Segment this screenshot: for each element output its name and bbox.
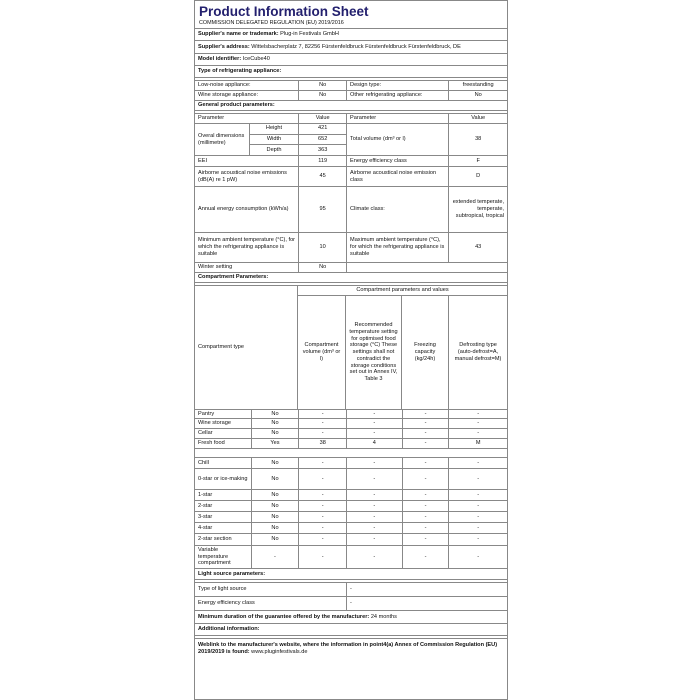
light-class-label: Energy efficiency class [195,597,347,610]
wine-storage-value: No [299,91,347,100]
volume-header: Compartment volume (dm³ or l) [298,296,346,409]
table-row [195,410,507,419]
compartment-defrost-cell: - [477,410,480,417]
compartment-defrost-cell: M [475,440,481,447]
compartment-defrost-cell: - [477,420,480,427]
compartment-temp-cell: - [347,512,403,522]
compartment-name-cell: 4-star [195,523,252,533]
compartment-defrost-cell: - [477,491,480,498]
guarantee-row [195,611,507,624]
max-temp-value: 43 [475,244,482,251]
compartment-defrost-cell: - [477,536,480,543]
weblink-row [195,639,507,659]
compartment-temp-cell: - [347,419,403,428]
compartment-temp-cell: - [347,490,403,500]
additional-heading-row [195,624,507,636]
compartment-present-cell: No [252,534,300,545]
general-header-row [195,114,507,124]
compartment-freeze-cell: - [403,523,450,533]
annual-energy-label: Annual energy consumption (kWh/a) [195,187,299,232]
compartment-temp-cell: - [347,429,403,438]
compartment-volume-cell: - [299,490,347,500]
weblink-label: Weblink to the manufacturer's website, where the information in point4(a) Annex of Commission Regulation (EU) 2019/2019 is found: [198,642,498,655]
compartment-volume-cell: - [299,512,347,522]
noise-label: Airborne acoustical noise emissions (dB(A) re 1 pW) [195,167,299,186]
compartment-freeze-cell: - [403,546,450,568]
guarantee-label: Minimum duration of the guarantee offered by the manufacturer: [198,613,370,620]
compartment-present-cell: - [252,546,300,568]
supplier-address-label: Supplier's address: [198,43,250,50]
climate-class-value: extended temperate, temperate, subtropical, tropical [452,199,504,219]
compartment-defrost-cell: - [477,524,480,531]
compartment-present-cell: No [252,523,300,533]
table-row [195,512,507,523]
compartment-present-cell: Yes [252,439,300,448]
compartment-name-cell: 2-star [195,501,252,511]
compartment-freeze-cell: - [403,501,450,511]
compartment-name-cell: Variable temperature compartment [195,546,252,568]
eei-value: 119 [299,156,347,166]
value-header-right: Value [471,115,486,122]
ambient-temp-row [195,233,507,263]
compartment-volume-cell: 38 [299,439,347,448]
design-type-value: freestanding [462,82,494,89]
compartment-name-cell: Chill [195,458,252,468]
compartment-defrost-cell: - [477,513,480,520]
compartment-present-cell: No [252,490,300,500]
height-value: 421 [299,124,346,135]
compartment-volume-cell: - [299,419,347,428]
noise-row [195,167,507,187]
compartment-temp-cell: - [347,501,403,511]
climate-class-label: Climate class: [347,187,449,232]
guarantee-value: 24 months [370,613,397,620]
compartment-freeze-cell: - [403,419,450,428]
total-volume-value: 38 [475,136,482,143]
model-identifier-value: IceCube40 [242,56,270,63]
annual-energy-value: 95 [299,187,347,232]
compartment-freeze-cell: - [403,410,450,418]
param-header: Parameter [195,114,299,123]
compartment-volume-cell: - [299,458,347,468]
compartment-present-cell: No [252,512,300,522]
compartment-rows-a [195,410,507,449]
max-temp-label: Maximum ambient temperature (°C), for which the refrigerating appliance is suitable [347,233,449,262]
compartment-volume-cell: - [299,523,347,533]
compartment-volume-cell: - [299,469,347,489]
additional-heading: Additional information: [198,626,260,633]
width-label: Width [250,135,299,146]
value-header: Value [299,114,347,123]
total-volume-label: Total volume (dm³ or l) [347,124,449,155]
compartment-freeze-cell: - [403,458,450,468]
compartment-heading: Compartment Parameters: [198,274,269,281]
compartment-freeze-cell: - [403,469,450,489]
compartment-freeze-cell: - [403,512,450,522]
depth-label: Depth [266,146,282,153]
general-heading-row [195,101,507,111]
compartment-name-cell: Fresh food [195,439,252,448]
height-label: Height [250,124,299,135]
param-header-right: Parameter [347,114,449,123]
compartment-present-cell: No [252,501,300,511]
light-type-label: Type of light source [195,583,347,596]
width-value: 652 [299,135,346,146]
appliance-type-heading-row [195,66,507,78]
light-heading-row [195,569,507,580]
compartment-present-cell: No [252,419,300,428]
light-class-row [195,597,507,611]
compartment-temp-cell: - [347,410,403,418]
compartment-present-cell: No [252,458,300,468]
design-type-label: Design type: [347,81,449,90]
compartment-defrost-cell: - [477,430,480,437]
compartment-temp-cell: - [347,469,403,489]
wine-storage-label: Wine storage appliance: [195,91,299,100]
divider [195,449,507,458]
general-heading: General product parameters: [198,102,275,109]
compartment-name-cell: Pantry [195,410,252,418]
min-temp-value: 10 [299,233,347,262]
light-type-row [195,583,507,597]
page-title: Product Information Sheet [199,4,369,19]
low-noise-value: No [299,81,347,90]
table-row [195,523,507,534]
winter-setting-value: No [299,263,347,272]
compartment-present-cell: No [252,410,300,418]
supplier-name-row [195,29,507,41]
compartment-temp-cell: - [347,546,403,568]
freezing-header: Freezing capacity (kg/24h) [402,296,449,409]
table-row [195,469,507,490]
product-information-sheet [194,0,508,700]
table-row [195,429,507,439]
compartment-freeze-cell: - [403,490,450,500]
compartment-temp-cell: - [347,523,403,533]
dimensions-row [195,124,507,156]
energy-class-value: F [476,157,480,164]
model-identifier-row [195,54,507,66]
table-row [195,458,507,469]
appliance-type-heading: Type of refrigerating appliance: [198,68,282,75]
other-appliance-value: No [474,92,482,99]
compartment-volume-cell: - [299,501,347,511]
winter-setting-label: Winter setting [195,263,299,272]
temperature-header: Recommended temperature setting for optimised food storage (°C) These settings shall not contradict the storage conditions set out in Annex IV, Table 3 [346,296,402,409]
low-noise-row [195,81,507,91]
compartment-header-row [195,286,507,410]
depth-value: 363 [318,146,328,153]
compartment-name-cell: Cellar [195,429,252,438]
compartment-temp-cell: 4 [347,439,403,448]
compartment-heading-row [195,273,507,283]
compartment-group-header: Compartment parameters and values [298,286,507,296]
compartment-defrost-cell: - [477,475,480,482]
compartment-name-cell: 2-star section [195,534,252,545]
winter-setting-row [195,263,507,273]
compartment-name-cell: 1-star [195,490,252,500]
compartment-defrost-cell: - [477,459,480,466]
energy-class-label: Energy efficiency class [347,156,449,166]
light-type-value: - [350,586,352,593]
min-temp-label: Minimum ambient temperature (°C), for which the refrigerating appliance is suitable [195,233,299,262]
table-row [195,439,507,449]
compartment-present-cell: No [252,429,300,438]
wine-storage-row [195,91,507,101]
compartment-name-cell: 0-star or ice-making [195,469,252,489]
compartment-rows-b [195,458,507,569]
other-appliance-label: Other refrigerating appliance: [347,91,449,100]
compartment-type-header: Compartment type [195,286,298,409]
table-row [195,534,507,546]
supplier-address-row [195,41,507,54]
compartment-defrost-cell: - [477,553,480,560]
compartment-defrost-cell: - [477,502,480,509]
compartment-name-cell: Wine storage [195,419,252,428]
noise-value: 45 [299,167,347,186]
eei-label: EEI [195,156,299,166]
low-noise-label: Low-noise appliance: [195,81,299,90]
compartment-volume-cell: - [299,429,347,438]
supplier-address-value: Wittelsbacherplatz 7, 82256 Fürstenfeldbruck Fürstenfeldbruck Fürstenfeldbruck, DE [251,43,461,50]
defrost-header: Defrosting type (auto-defrost=A, manual defrost=M) [454,342,502,362]
table-row [195,546,507,569]
model-identifier-label: Model identifier: [198,56,242,63]
supplier-name-value: Plug-in Festivals GmbH [280,31,339,38]
compartment-freeze-cell: - [403,439,450,448]
light-heading: Light source parameters: [198,570,266,577]
compartment-volume-cell: - [299,546,347,568]
compartment-volume-cell: - [299,534,347,545]
compartment-present-cell: No [252,469,300,489]
annual-energy-row [195,187,507,233]
regulation-subtitle: COMMISSION DELEGATED REGULATION (EU) 2019/2016 [195,19,507,29]
weblink-value[interactable]: www.pluginfestivals.de [251,648,308,655]
noise-class-value: D [476,173,481,180]
compartment-volume-cell: - [299,410,347,418]
dimensions-label: Overal dimensions (millimetre) [195,124,250,155]
compartment-temp-cell: - [347,534,403,545]
light-class-value: - [350,600,352,607]
table-row [195,419,507,429]
eei-row [195,156,507,167]
compartment-temp-cell: - [347,458,403,468]
compartment-freeze-cell: - [403,429,450,438]
compartment-name-cell: 3-star [195,512,252,522]
noise-class-label: Airborne acoustical noise emission class [347,167,449,186]
table-row [195,490,507,501]
compartment-freeze-cell: - [403,534,450,545]
supplier-name-label: Supplier's name or trademark: [198,31,279,38]
table-row [195,501,507,512]
